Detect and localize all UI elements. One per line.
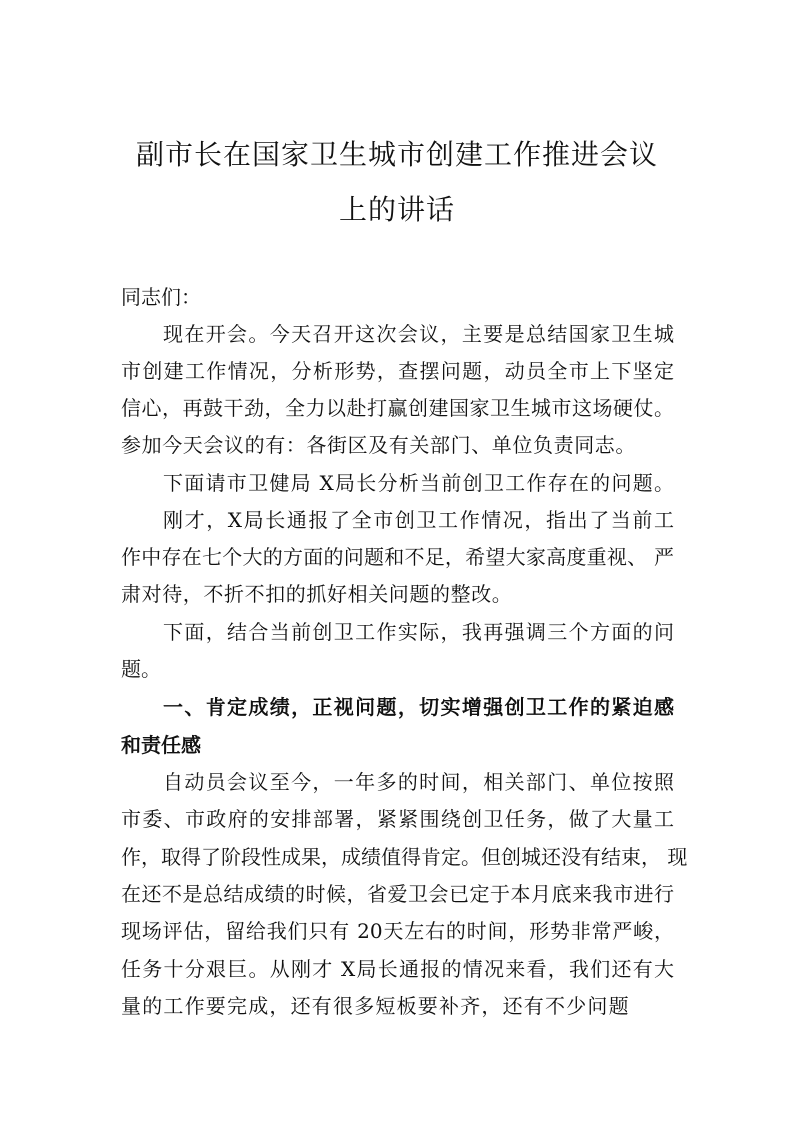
body-line: 在还不是总结成绩的时候，省爱卫会已定于本月底来我市进行 [121,882,674,906]
body-line: 刚才，X局长通报了全市创卫工作情况，指出了当前工 [163,508,674,532]
body-line: 参加今天会议的有：各街区及有关部门、单位负责同志。 [121,433,636,457]
body-line: 下面，结合当前创卫工作实际，我再强调三个方面的问 [163,620,674,644]
body-line: 信心，再鼓干劲，全力以赴打赢创建国家卫生城市这场硬仗。 [121,396,674,420]
body-line: 题。 [121,657,161,681]
body-line: 市委、市政府的安排部署，紧紧围绕创卫任务，做了大量工 [121,807,674,831]
body-line: 现场评估，留给我们只有 20天左右的时间，形势非常严峻， [121,919,674,943]
body-line: 肃对待，不折不扣的抓好相关问题的整改。 [121,582,513,606]
body-line: 作，取得了阶段性成果，成绩值得肯定。但创城还没有结束， 现 [121,845,688,869]
document-title-line-1: 副市长在国家卫生城市创建工作推进会议 [135,138,658,171]
body-line: 现在开会。今天召开这次会议，主要是总结国家卫生城 [163,322,674,346]
body-line: 市创建工作情况，分析形势，查摆问题，动员全市上下坚定 [121,359,674,383]
section-heading: 和责任感 [121,733,201,757]
body-line: 下面请市卫健局 X局长分析当前创卫工作存在的问题。 [163,471,674,495]
document-title-line-2: 上的讲话 [338,193,455,226]
body-line: 任务十分艰巨。从刚才 X局长通报的情况来看，我们还有大 [121,957,674,981]
body-line: 量的工作要完成，还有很多短板要补齐，还有不少问题 [121,994,630,1018]
body-line: 自动员会议至今，一年多的时间，相关部门、单位按照 [163,770,674,794]
body-line: 作中存在七个大的方面的问题和不足，希望大家高度重视、 严 [121,545,674,569]
section-heading: 一、肯定成绩，正视问题，切实增强创卫工作的紧迫感 [163,695,674,719]
salutation: 同志们： [121,285,201,309]
